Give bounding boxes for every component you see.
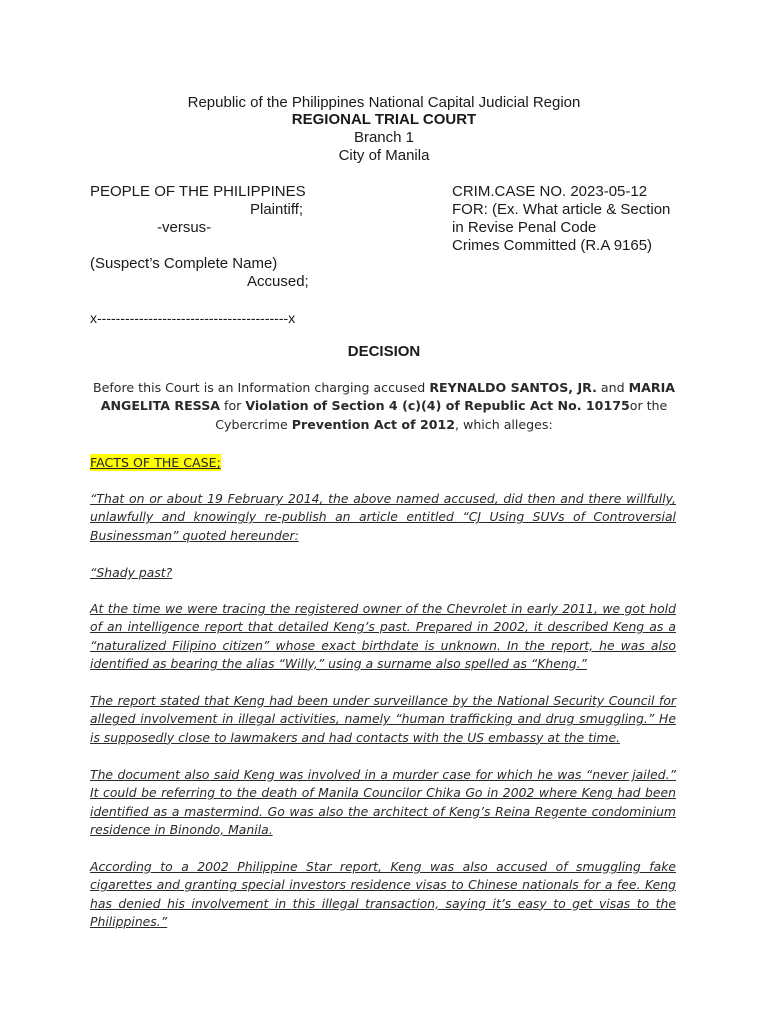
- versus-label: -versus-: [157, 219, 212, 236]
- quote-paragraph: “That on or about 19 February 2014, the above named accused, did then and there willfully, unlawfully and knowingly re-publish an article entitled “CJ Using SUVs of Controversial Businessman” quoted hereunder:: [90, 491, 676, 543]
- intro-text: for: [220, 398, 246, 414]
- charge-line-3: Crimes Committed (R.A 9165): [452, 237, 653, 254]
- charge-line-1: FOR: (Ex. What article & Section: [452, 201, 671, 218]
- jurisdiction-line: Republic of the Philippines National Capital Judicial Region: [187, 94, 581, 111]
- plaintiff-name: PEOPLE OF THE PHILIPPINES: [90, 183, 306, 200]
- quote-paragraph: The report stated that Keng had been under surveillance by the National Security Council for alleged involvement in illegal activities, namely “human trafficking and drug smuggling.” He is supposedly close to lawmakers and had contacts with the US embassy at the time.: [90, 693, 676, 745]
- plaintiff-role: Plaintiff;: [250, 201, 304, 218]
- intro-text: , which alleges:: [455, 416, 553, 432]
- facts-heading: FACTS OF THE CASE;: [90, 455, 221, 470]
- quote-paragraph: The document also said Keng was involved in a murder case for which he was “never jailed.” It could be referring to the death of Manila Councilor Chika Go in 2002 where Keng had been identified as a mastermind. Go was also the architect of Keng’s Reina Regente condominium residence in Binondo, Manila.: [90, 767, 676, 837]
- decision-title: DECISION: [347, 343, 421, 360]
- accused-name: (Suspect’s Complete Name): [90, 255, 278, 272]
- accused-2-name: MARIA ANGELITA RESSA: [100, 380, 676, 414]
- act-name: Prevention Act of 2012: [291, 416, 456, 432]
- intro-text: and: [596, 380, 629, 395]
- intro-paragraph: [90, 379, 678, 434]
- court-name: REGIONAL TRIAL COURT: [291, 111, 477, 128]
- quote-paragraph: “Shady past?: [90, 565, 173, 580]
- accused-1-name: REYNALDO SANTOS, JR.: [429, 380, 597, 395]
- branch-line: Branch 1: [353, 129, 415, 146]
- charge-line-2: in Revise Penal Code: [452, 219, 597, 236]
- caption-separator: x-----------------------------------------x: [90, 310, 296, 326]
- violation-text: Violation of Section 4 (c)(4) of Republic Act No. 10175: [245, 398, 630, 414]
- intro-text: or the Cybercrime: [215, 398, 668, 432]
- accused-role: Accused;: [247, 273, 309, 290]
- quote-paragraph: According to a 2002 Philippine Star report, Keng was also accused of smuggling fake cigarettes and granting special investors residence visas to Chinese nationals for a fee. Keng has denied his involvement in this illegal transaction, saying it’s easy to get visas to the Philippines.”: [90, 859, 676, 929]
- quote-paragraph: At the time we were tracing the registered owner of the Chevrolet in early 2011, we got hold of an intelligence report that detailed Keng’s past. Prepared in 2002, it described Keng as a “naturalized Filipino citizen” whose exact birthdate is unknown. In the report, he was also identified as bearing the alias “Willy,” using a surname also spelled as “Kheng.”: [90, 601, 676, 671]
- case-number: CRIM.CASE NO. 2023-05-12: [452, 183, 648, 200]
- intro-text: Before this Court is an Information charging accused: [92, 380, 430, 395]
- city-line: City of Manila: [338, 147, 430, 164]
